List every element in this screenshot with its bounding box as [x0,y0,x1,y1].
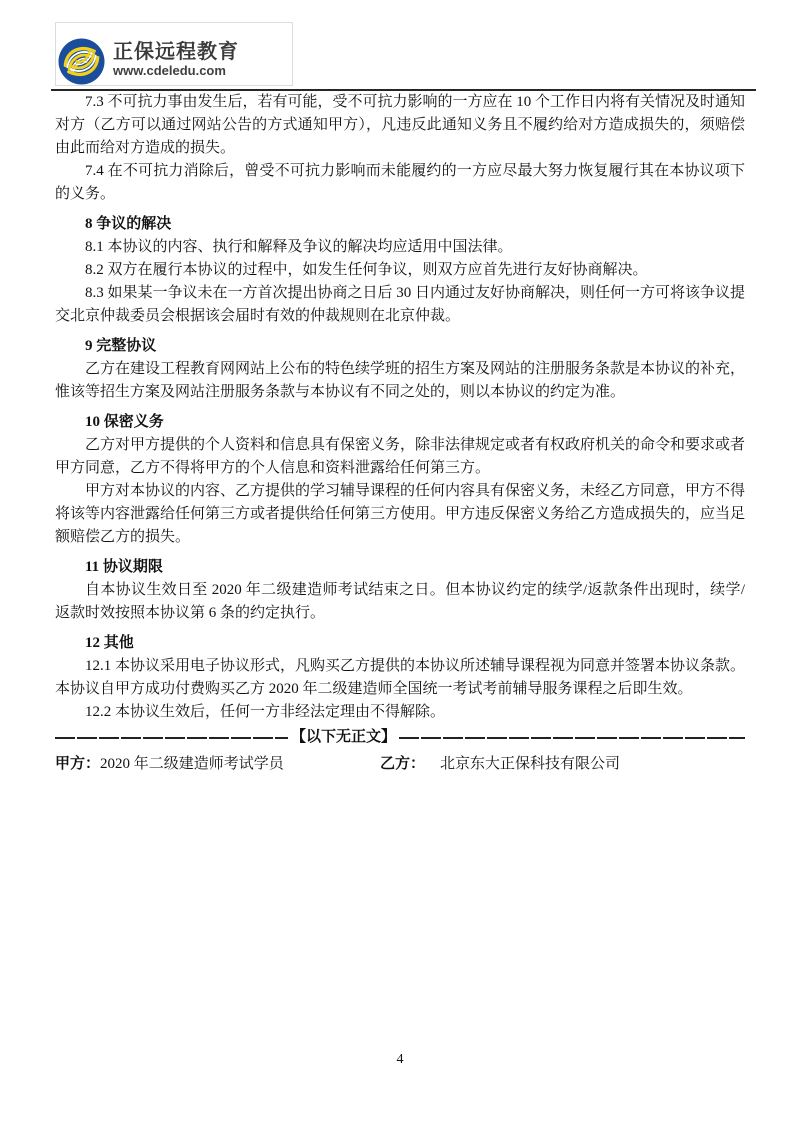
party-b-label: 乙方： [380,756,426,772]
clause-10-para-1: 乙方对甲方提供的个人资料和信息具有保密义务，除非法律规定或者有权政府机关的命令和要求或者甲方同意，乙方不得将甲方的个人信息和资料泄露给任何第三方。 [55,437,746,476]
party-b-signature [380,753,620,776]
clause-10-para-2: 甲方对本协议的内容、乙方提供的学习辅导课程的任何内容具有保密义务，未经乙方同意，甲方不得将该等内容泄露给任何第三方或者提供给任何第三方使用。甲方违反保密义务给乙方造成损失的，应当足额赔偿乙方的损失。 [55,483,746,545]
clause-8-1: 8.1 本协议的内容、执行和解释及争议的解决均应适用中国法律。 [85,239,513,255]
end-of-text-label: 【以下无正文】 [291,729,397,745]
brand-url: www.cdeledu.com [113,62,226,78]
brand-logo [55,22,293,86]
party-a-name: 2020 年二级建造师考试学员 [100,756,284,772]
contract-body [55,91,745,776]
clause-8-3: 8.3 如果某一争议未在一方首次提出协商之日后 30 日内通过友好协商解决，则任何一方可将该争议提交北京仲裁委员会根据该会届时有效的仲裁规则在北京仲裁。 [55,285,746,324]
swirl-globe-icon [58,38,105,85]
section-8-heading: 8 争议的解决 [85,216,172,232]
clause-12-1: 12.1 本协议采用电子协议形式，凡购买乙方提供的本协议所述辅导课程视为同意并签署本协议条款。本协议自甲方成功付费购买乙方 2020 年二级建造师全国统一考试考前辅导服务课程之后即生效。 [55,658,746,697]
separator-line-right [399,737,745,739]
page-footer [0,1052,800,1068]
clause-8-2: 8.2 双方在履行本协议的过程中，如发生任何争议，则双方应首先进行友好协商解决。 [85,262,648,278]
section-11-heading: 11 协议期限 [85,559,163,575]
clause-7-3: 7.3 不可抗力事由发生后，若有可能，受不可抗力影响的一方应在 10 个工作日内将有关情况及时通知对方（乙方可以通过网站公告的方式通知甲方），凡违反此通知义务且不履约给对方造成损失的，须赔偿由此而给对方造成的损失。 [55,94,746,156]
brand-name: 正保远程教育 [113,40,239,63]
clause-11-body: 自本协议生效日至 2020 年二级建造师考试结束之日。但本协议约定的续学/返款条件出现时，续学/返款时效按照本协议第 6 条的约定执行。 [55,582,745,621]
section-9-heading: 9 完整协议 [85,338,157,354]
section-10-heading: 10 保密义务 [85,414,164,430]
clause-9-body: 乙方在建设工程教育网网站上公布的特色续学班的招生方案及网站的注册服务条款是本协议的补充，惟该等招生方案及网站注册服务条款与本协议有不同之处的，则以本协议的约定为准。 [55,361,746,400]
party-a-label: 甲方： [55,756,101,772]
section-12-heading: 12 其他 [85,635,134,651]
separator-line-left [55,737,288,739]
party-b-name: 北京东大正保科技有限公司 [440,756,621,772]
brand-text-block [113,41,239,78]
signature-row [55,753,745,776]
clause-12-2: 12.2 本协议生效后，任何一方非经法定理由不得解除。 [85,704,446,720]
page-number: 4 [396,1052,404,1067]
end-of-text-separator [55,726,745,749]
clause-7-4: 7.4 在不可抗力消除后，曾受不可抗力影响而未能履约的一方应尽最大努力恢复履行其在本协议项下的义务。 [55,163,745,202]
party-a-signature [55,753,380,776]
